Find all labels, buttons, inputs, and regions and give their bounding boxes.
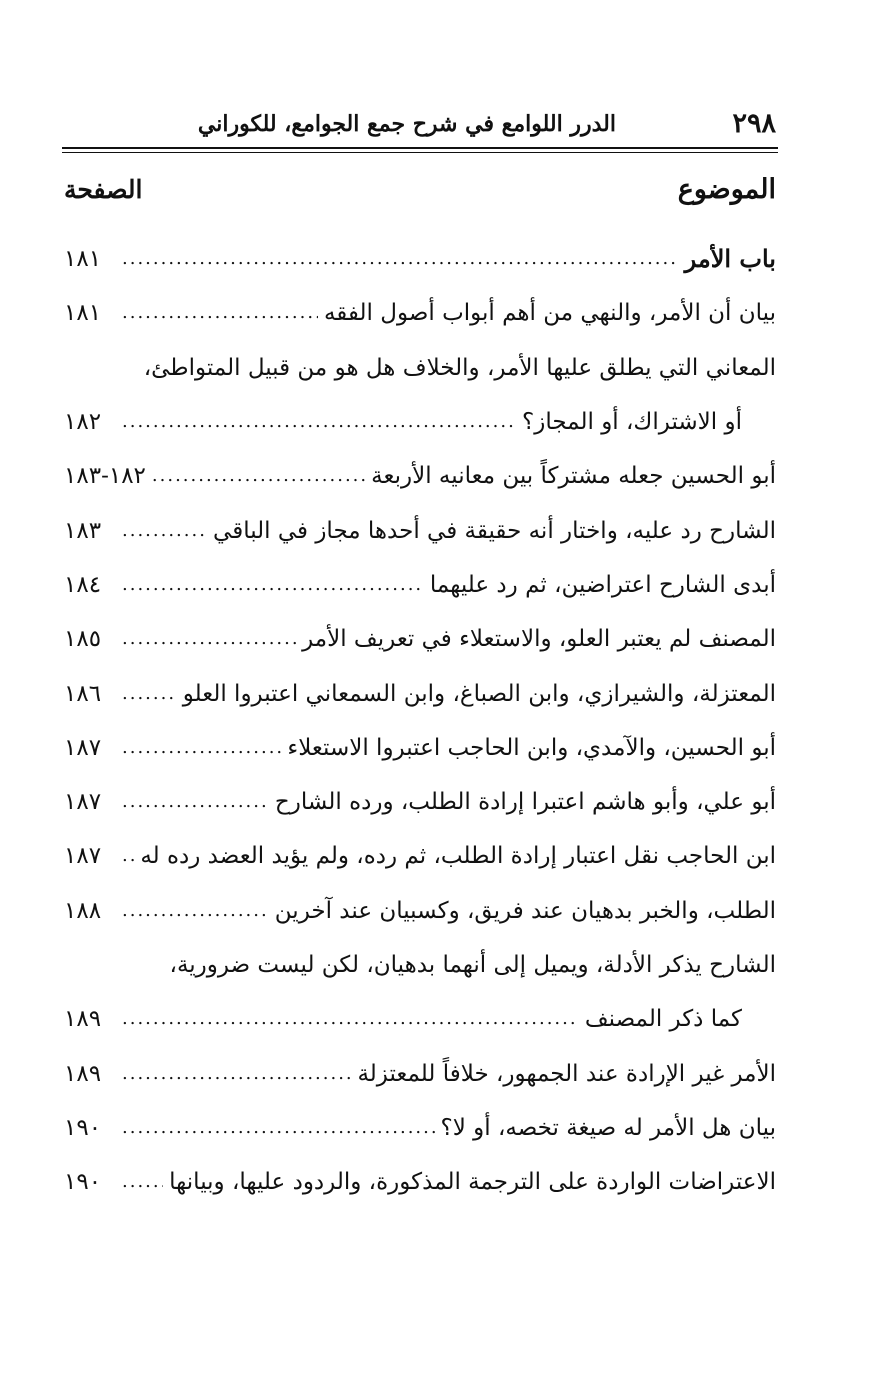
toc-entry: [64, 992, 776, 1046]
toc-entry-text: الشارح يذكر الأدلة، ويميل إلى أنهما بدهيان، لكن ليست ضرورية،: [169, 952, 776, 978]
toc-entry-text: ابن الحاجب نقل اعتبار إرادة الطلب، ثم رده، ولم يؤيد العضد رده له: [140, 843, 776, 870]
book-title: الدرر اللوامع في شرح جمع الجوامع، للكوراني: [197, 111, 616, 137]
toc-entry-page: ١٨١: [64, 246, 102, 273]
toc-entry-text: الطلب، والخبر بدهيان عند فريق، وكسبيان عند آخرين: [274, 897, 776, 924]
toc-entry-text: كما ذكر المصنف: [584, 1006, 742, 1033]
toc-entry: [64, 1155, 776, 1209]
toc-entry: [64, 829, 776, 883]
toc-entry: [64, 395, 776, 449]
toc-entry: [64, 775, 776, 829]
column-headings: [64, 166, 776, 214]
dot-leader: [122, 1047, 351, 1101]
header-rule-thin: [62, 152, 778, 153]
toc-entry-page: ١٨٦: [64, 680, 102, 707]
toc-entry-text: بيان هل الأمر له صيغة تخصه، أو لا؟: [440, 1114, 776, 1141]
toc-entry-page: ١٨١: [64, 300, 102, 327]
toc-entry-text: أبو الحسين جعله مشتركاً بين معانيه الأربعة: [371, 463, 776, 490]
toc-entry: [64, 558, 776, 612]
toc-entry-page: ١٨٥: [64, 626, 102, 653]
toc-entry-text: الشارح رد عليه، واختار أنه حقيقة في أحدها مجاز في الباقي: [213, 517, 776, 544]
dot-leader: [122, 612, 296, 666]
toc-entry: [64, 1101, 776, 1155]
toc-entry-page: ١٩٠: [64, 1114, 102, 1141]
toc-entry-text: المصنف لم يعتبر العلو، والاستعلاء في تعريف الأمر: [302, 626, 776, 653]
toc-entry-text: المعتزلة، والشيرازي، وابن الصباغ، وابن السمعاني اعتبروا العلو: [182, 680, 776, 707]
toc-entry-text: الاعتراضات الواردة على الترجمة المذكورة، والردود عليها، وبيانها: [169, 1169, 776, 1196]
toc-entry: [64, 341, 776, 395]
dot-leader: [122, 232, 679, 286]
dot-leader: [122, 992, 579, 1046]
toc-entry: [64, 503, 776, 557]
toc-entry-text: بيان أن الأمر، والنهي من أهم أبواب أصول الفقه: [323, 300, 776, 327]
toc-entry-page: ١٨٩: [64, 1060, 102, 1087]
toc-entry: [64, 666, 776, 720]
toc-entry-page: ١٨٤: [64, 571, 102, 598]
dot-leader: [122, 1101, 435, 1155]
toc-entry-page: ١٨٢: [64, 409, 102, 436]
dot-leader: [122, 775, 269, 829]
toc-entry-text: الأمر غير الإرادة عند الجمهور، خلافاً للمعتزلة: [357, 1060, 776, 1087]
column-heading-subject: الموضوع: [677, 174, 776, 205]
dot-leader: [122, 504, 207, 558]
toc-entry: [64, 612, 776, 666]
toc-entry: [64, 721, 776, 775]
running-header: [64, 104, 776, 144]
dot-leader: [122, 1155, 163, 1209]
dot-leader: [122, 667, 177, 721]
dot-leader: [152, 449, 365, 503]
toc-entry: [64, 884, 776, 938]
toc-entry-page: ١٨٧: [64, 843, 102, 870]
toc-entry: [64, 449, 776, 503]
column-heading-page: الصفحة: [64, 175, 143, 204]
toc-entry-text: أو الاشتراك، أو المجاز؟: [522, 409, 742, 436]
dot-leader: [122, 395, 516, 449]
toc-entry-page: ١٩٠: [64, 1169, 102, 1196]
toc-entry: [64, 1046, 776, 1100]
dot-leader: [122, 884, 269, 938]
toc-entry-page: ١٨٩: [64, 1006, 102, 1033]
header-rule-thick: [62, 147, 778, 149]
toc-list: [64, 232, 776, 1209]
toc-entry-text: أبو الحسين، والآمدي، وابن الحاجب اعتبروا الاستعلاء: [287, 734, 776, 761]
toc-entry: [64, 232, 776, 286]
toc-entry-page: ١٨٢-١٨٣: [64, 463, 146, 490]
toc-entry-text: باب الأمر: [684, 244, 776, 274]
toc-entry-text: أبو علي، وأبو هاشم اعتبرا إرادة الطلب، ورده الشارح: [274, 789, 776, 816]
dot-leader: [122, 829, 134, 883]
toc-entry-text: أبدى الشارح اعتراضين، ثم رد عليهما: [429, 571, 776, 598]
toc-entry-text: المعاني التي يطلق عليها الأمر، والخلاف هل هو من قبيل المتواطئ،: [143, 354, 776, 381]
dot-leader: [122, 721, 281, 775]
toc-entry: [64, 938, 776, 992]
toc-entry-page: ١٨٧: [64, 734, 102, 761]
dot-leader: [122, 558, 424, 612]
toc-entry: [64, 286, 776, 340]
page-number: ٢٩٨: [732, 108, 776, 139]
toc-entry-page: ١٨٧: [64, 789, 102, 816]
toc-entry-page: ١٨٣: [64, 517, 102, 544]
dot-leader: [122, 286, 318, 340]
toc-entry-page: ١٨٨: [64, 897, 102, 924]
